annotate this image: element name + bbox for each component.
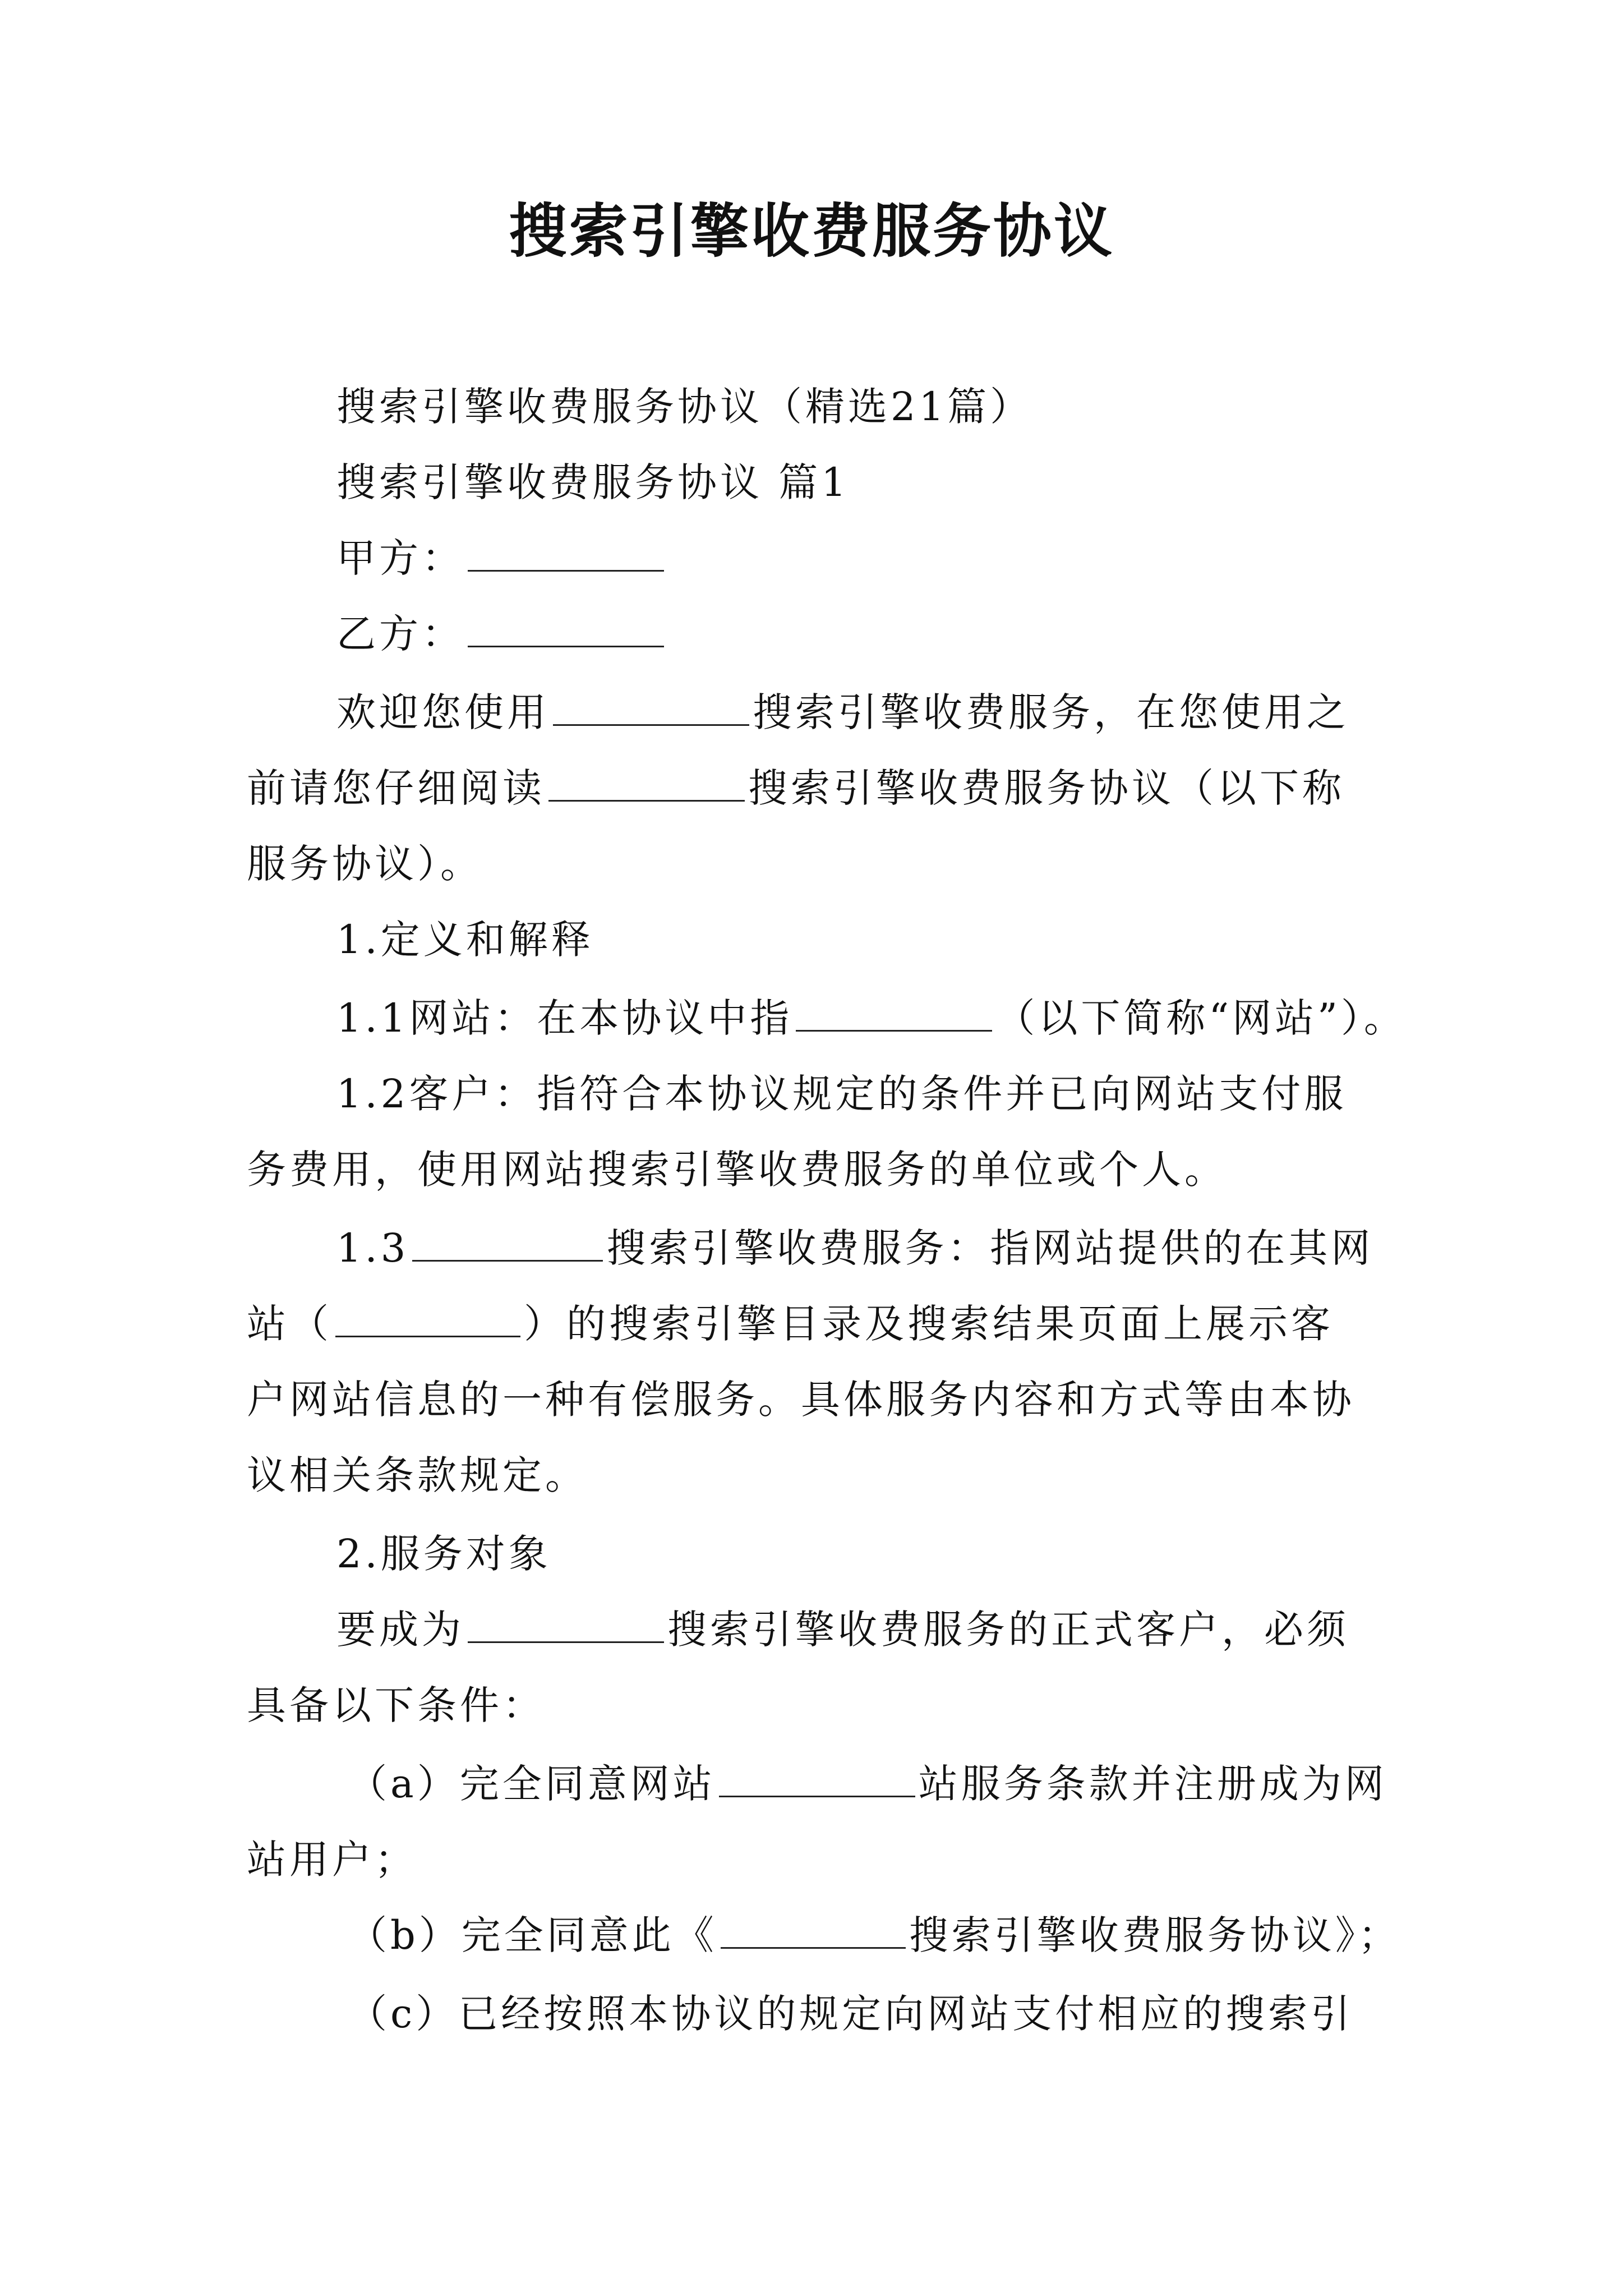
blank-field: [335, 1302, 520, 1337]
text-fragment: （以下简称“网站”）。: [995, 995, 1407, 1041]
paragraph-line: [336, 687, 1349, 738]
party-b-label: 乙方：: [336, 611, 464, 657]
paragraph-line: 务费用，使用网站搜索引擎收费服务的单位或个人。: [247, 1147, 1227, 1193]
text-fragment: 前请您仔细阅读: [247, 765, 545, 811]
paragraph-line: 户网站信息的一种有偿服务。具体服务内容和方式等由本协: [247, 1377, 1355, 1423]
blank-field: [796, 996, 992, 1032]
section-heading: 1.定义和解释: [336, 917, 594, 963]
paragraph-line: [336, 993, 1407, 1043]
blank-field: [412, 1226, 603, 1262]
document-title: 搜索引擎收费服务协议: [508, 196, 1114, 265]
blank-field: [468, 1608, 664, 1643]
chapter-heading: 搜索引擎收费服务协议 篇1: [336, 459, 850, 505]
paragraph-line: [336, 1604, 1349, 1655]
paragraph-line: 站用户；: [247, 1837, 417, 1883]
party-b-blank: [468, 612, 664, 647]
paragraph-line: [348, 1759, 1387, 1809]
text-fragment: 1.3: [336, 1225, 409, 1271]
paragraph-line: [348, 1910, 1401, 1961]
text-fragment: 搜索引擎收费服务协议（以下称: [748, 765, 1345, 811]
party-a-blank: [468, 536, 664, 572]
party-a-line: [336, 533, 667, 583]
text-fragment: 站（: [247, 1301, 332, 1347]
paragraph-line: [247, 763, 1345, 813]
paragraph-line: [336, 1223, 1373, 1273]
blank-field: [721, 1913, 906, 1949]
text-fragment: 搜索引擎收费服务：指网站提供的在其网: [606, 1225, 1374, 1271]
text-fragment: 搜索引擎收费服务协议》；: [909, 1912, 1401, 1958]
blank-field: [719, 1762, 915, 1797]
text-fragment: 站服务条款并注册成为网: [918, 1761, 1387, 1807]
text-fragment: （a）完全同意网站: [348, 1761, 716, 1807]
text-fragment: 搜索引擎收费服务的正式客户，必须: [667, 1607, 1349, 1653]
paragraph-line: （c）已经按照本协议的规定向网站支付相应的搜索引: [348, 1991, 1354, 2037]
blank-field: [548, 766, 745, 802]
text-fragment: 搜索引擎收费服务，在您使用之: [753, 689, 1349, 735]
text-fragment: 欢迎您使用: [336, 689, 550, 735]
paragraph-line: 1.2客户：指符合本协议规定的条件并已向网站支付服: [336, 1071, 1347, 1117]
party-a-label: 甲方：: [336, 535, 464, 581]
blank-field: [553, 691, 749, 726]
text-fragment: ）的搜索引擎目录及搜索结果页面上展示客: [524, 1301, 1334, 1347]
party-b-line: [336, 609, 667, 659]
section-heading: 2.服务对象: [336, 1531, 551, 1577]
text-fragment: 1.1网站：在本协议中指: [336, 995, 793, 1041]
paragraph-line: [247, 1299, 1334, 1349]
paragraph-line: 具备以下条件：: [247, 1682, 545, 1728]
text-fragment: （b）完全同意此《: [348, 1912, 717, 1958]
subtitle: 搜索引擎收费服务协议（精选21篇）: [336, 384, 1033, 430]
paragraph-line: 议相关条款规定。: [247, 1452, 588, 1498]
paragraph-line: 服务协议）。: [247, 841, 483, 887]
text-fragment: 要成为: [336, 1607, 464, 1653]
